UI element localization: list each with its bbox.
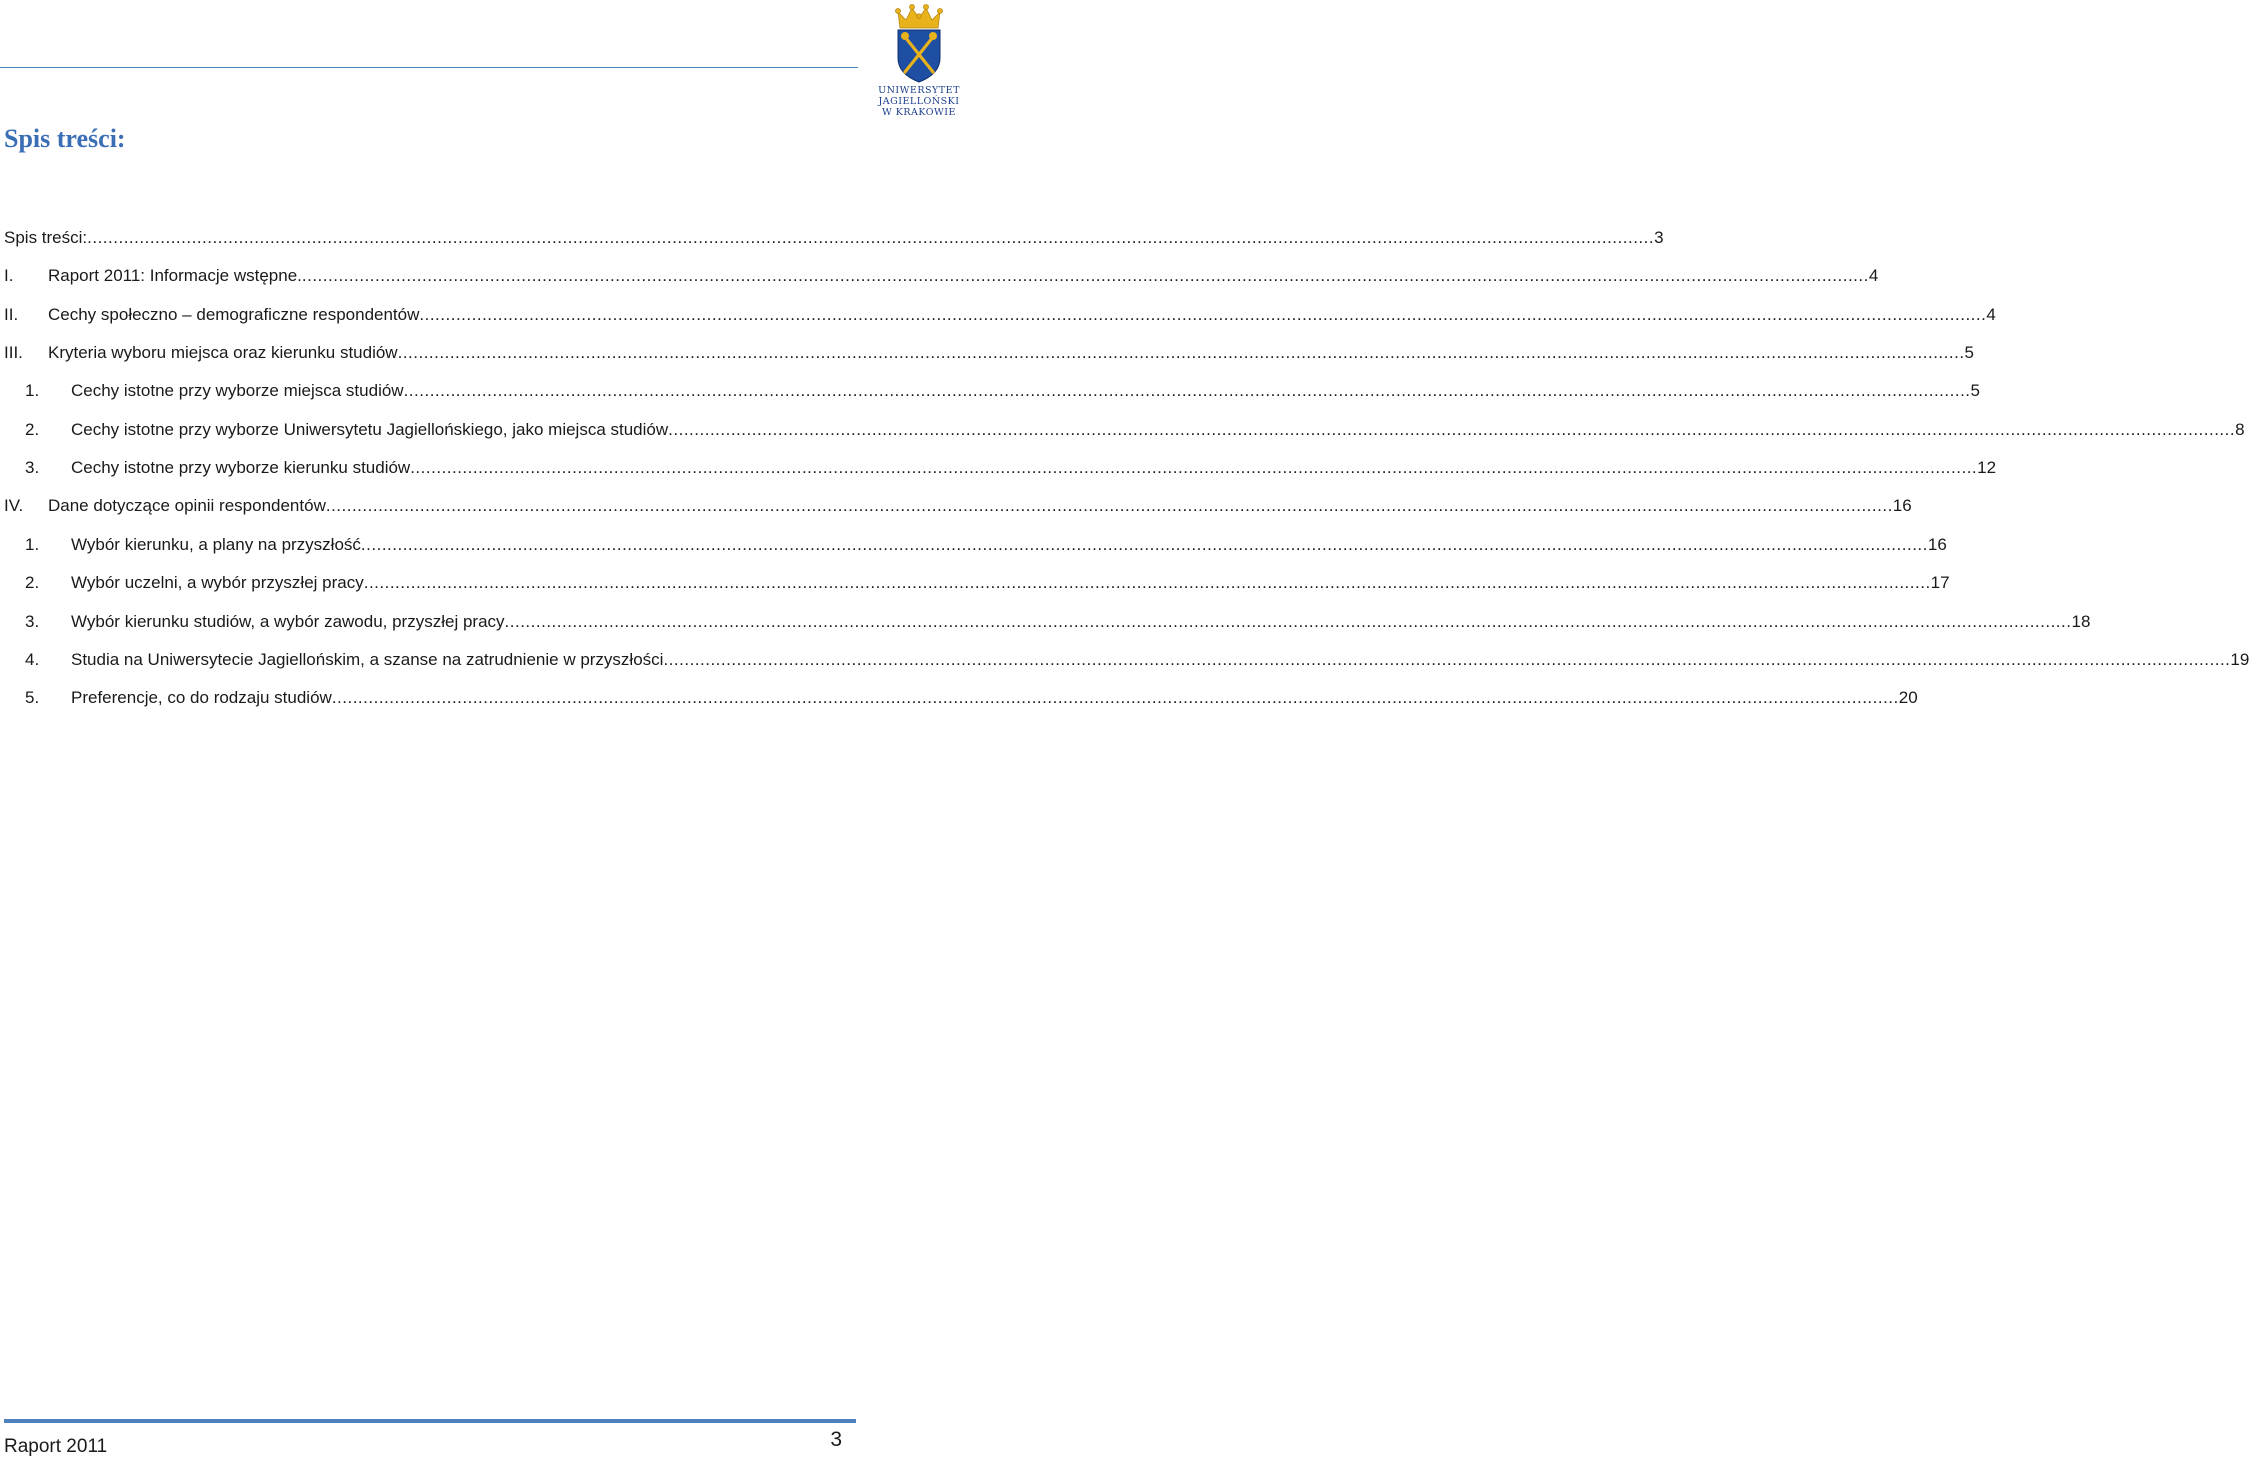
toc-entry-title: Wybór uczelni, a wybór przyszłej pracy: [71, 573, 364, 592]
toc-entry[interactable]: [0, 612, 2091, 638]
toc-entry[interactable]: [0, 650, 2249, 676]
toc-entry-title: Cechy istotne przy wyborze Uniwersytetu Jagiellońskiego, jako miejsca studiów: [71, 420, 669, 439]
toc-entry-number: 3.: [25, 612, 40, 631]
toc-leader-dots: ............................................................................................................................................................................................................................................................................................................: [403, 381, 1971, 400]
toc-leader-dots: ............................................................................................................................................................................................................................................................................................................: [663, 650, 2231, 669]
toc-entry-number: 2.: [25, 420, 40, 439]
toc-entry-page: 3: [1654, 228, 1664, 247]
toc-entry-number: 1.: [25, 381, 40, 400]
toc-entry[interactable]: [0, 266, 1879, 292]
toc-entry-page: 16: [1892, 496, 1912, 515]
toc-entry-page: 20: [1898, 688, 1918, 707]
toc-entry[interactable]: [0, 688, 1918, 714]
footer-rule: [4, 1419, 856, 1423]
toc-entry-page: 12: [1977, 458, 1997, 477]
toc-entry-number: 5.: [25, 688, 40, 707]
toc-entry[interactable]: [0, 420, 2245, 446]
toc-entry-title: Cechy istotne przy wyborze miejsca studiów: [71, 381, 404, 400]
toc-entry[interactable]: [0, 573, 1950, 599]
toc-entry-number: 4.: [25, 650, 40, 669]
footer-report-title: Raport 2011: [4, 1436, 108, 1457]
toc-entry-title: Cechy społeczno – demograficzne respondentów: [48, 305, 420, 324]
toc-leader-dots: ............................................................................................................................................................................................................................................................................................................: [301, 266, 1869, 285]
toc-entry-number: IV.: [4, 496, 24, 515]
uj-crest-icon: [878, 2, 960, 84]
toc-leader-dots: ............................................................................................................................................................................................................................................................................................................: [363, 573, 1931, 592]
toc-entry-page: 8: [2235, 420, 2245, 439]
toc-entry-title: Wybór kierunku studiów, a wybór zawodu, przyszłej pracy: [71, 612, 505, 631]
toc-leader-dots: ............................................................................................................................................................................................................................................................................................................: [419, 305, 1987, 324]
toc-entry-page: 16: [1927, 535, 1947, 554]
toc-entry-title: Preferencje, co do rodzaju studiów: [71, 688, 332, 707]
toc-entry-page: 17: [1930, 573, 1950, 592]
toc-entry-number: II.: [4, 305, 19, 324]
toc-leader-dots: ............................................................................................................................................................................................................................................................................................................: [360, 535, 1928, 554]
logo-line-2: JAGIELLOŃSKI: [878, 96, 960, 107]
toc-entry-number: 3.: [25, 458, 40, 477]
toc-leader-dots: ............................................................................................................................................................................................................................................................................................................: [410, 458, 1978, 477]
toc-entry-title: Spis treści:: [4, 228, 88, 247]
toc-entry-title: Dane dotyczące opinii respondentów: [48, 496, 326, 515]
toc-entry-title: Wybór kierunku, a plany na przyszłość: [71, 535, 361, 554]
toc-entry-title: Kryteria wyboru miejsca oraz kierunku studiów: [48, 343, 398, 362]
toc-entry[interactable]: [0, 496, 1912, 522]
toc-entry-page: 18: [2071, 612, 2091, 631]
toc-entry-title: Raport 2011: Informacje wstępne.: [48, 266, 302, 285]
toc-leader-dots: ............................................................................................................................................................................................................................................................................................................: [397, 343, 1965, 362]
toc-entry[interactable]: [0, 343, 1975, 369]
toc-leader-dots: ............................................................................................................................................................................................................................................................................................................: [325, 496, 1893, 515]
toc-entry-page: 5: [1964, 343, 1975, 362]
toc-entry-page: 5: [1970, 381, 1980, 400]
toc-entry[interactable]: [0, 458, 1997, 484]
toc-leader-dots: ............................................................................................................................................................................................................................................................................................................: [668, 420, 2236, 439]
university-logo: [878, 2, 960, 120]
footer-page-number: 3: [830, 1428, 842, 1451]
header-rule: [0, 67, 858, 68]
toc-entry-number: III.: [4, 343, 23, 362]
toc-entry[interactable]: [0, 228, 1664, 254]
toc-heading: Spis treści:: [4, 124, 126, 153]
toc-entry-page: 4: [1868, 266, 1879, 285]
toc-entry[interactable]: [0, 381, 1980, 407]
toc-entry-title: Cechy istotne przy wyborze kierunku studiów: [71, 458, 411, 477]
toc-entry[interactable]: [0, 305, 1996, 331]
toc-entry-page: 4: [1986, 305, 1996, 324]
toc-entry[interactable]: [0, 535, 1947, 561]
logo-line-3: W KRAKOWIE: [882, 107, 956, 118]
toc-leader-dots: ............................................................................................................................................................................................................................................................................................................: [87, 228, 1655, 247]
logo-line-1: UNIWERSYTET: [878, 85, 960, 96]
toc-entry-number: 1.: [25, 535, 40, 554]
toc-entry-page: 19: [2230, 650, 2249, 669]
toc-entry-number: 2.: [25, 573, 40, 592]
toc-leader-dots: ............................................................................................................................................................................................................................................................................................................: [504, 612, 2072, 631]
toc-entry-title: Studia na Uniwersytecie Jagiellońskim, a szanse na zatrudnienie w przyszłości: [71, 650, 664, 669]
toc-leader-dots: ............................................................................................................................................................................................................................................................................................................: [331, 688, 1899, 707]
toc-entry-number: I.: [4, 266, 14, 285]
